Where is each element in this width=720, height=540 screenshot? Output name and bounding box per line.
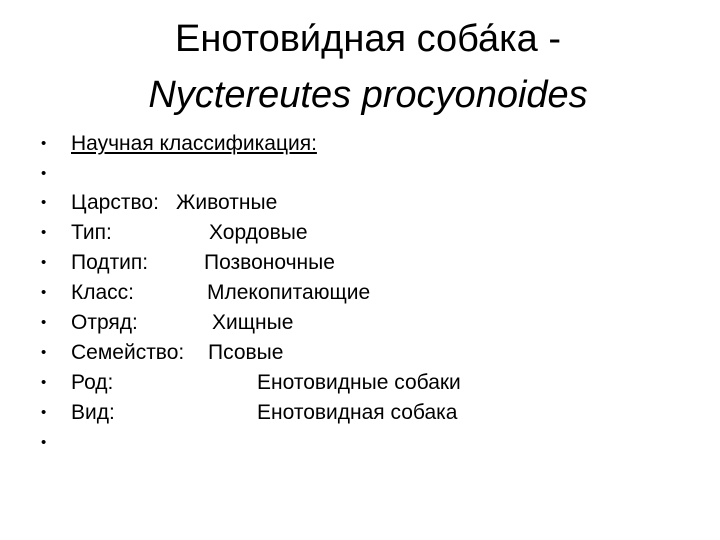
rank-value: Животные — [176, 191, 278, 214]
list-item-subphylum — [0, 248, 720, 278]
list-item-species — [0, 398, 720, 428]
list-item-empty — [0, 159, 720, 189]
rank-value: Енотовидная собака — [257, 401, 458, 424]
list-item-class — [0, 278, 720, 308]
bullet: • — [41, 165, 47, 182]
rank-label: Вид: — [71, 401, 115, 424]
list-item-phylum — [0, 218, 720, 248]
rank-label: Царство: — [71, 191, 159, 214]
rank-value: Псовые — [208, 341, 284, 364]
rank-label: Отряд: — [71, 311, 138, 334]
slide-title: Енотови́дная соба́ка - — [175, 18, 561, 60]
rank-label: Семейство: — [71, 341, 185, 364]
bullet: • — [41, 374, 47, 391]
rank-value: Млекопитающие — [207, 281, 371, 304]
rank-label: Подтип: — [71, 251, 149, 274]
rank-value: Хордовые — [209, 221, 308, 244]
slide-subtitle-latin: Nyctereutes procyonoides — [148, 74, 588, 116]
bullet: • — [41, 314, 47, 331]
rank-value: Позвоночные — [204, 251, 335, 274]
list-item-order — [0, 308, 720, 338]
list-item-heading — [0, 129, 720, 159]
list-item-empty — [0, 428, 720, 458]
classification-heading: Научная классификация: — [71, 132, 317, 155]
bullet: • — [41, 254, 47, 271]
bullet: • — [41, 135, 47, 152]
rank-label: Род: — [71, 371, 114, 394]
rank-value: Хищные — [212, 311, 294, 334]
rank-label: Тип: — [71, 221, 112, 244]
bullet: • — [41, 434, 47, 451]
bullet: • — [41, 194, 47, 211]
rank-label: Класс: — [71, 281, 134, 304]
list-item-kingdom — [0, 188, 720, 218]
list-item-family — [0, 338, 720, 368]
rank-value: Енотовидные собаки — [257, 371, 461, 394]
bullet: • — [41, 224, 47, 241]
bullet: • — [41, 284, 47, 301]
bullet: • — [41, 344, 47, 361]
list-item-genus — [0, 368, 720, 398]
bullet: • — [41, 404, 47, 421]
